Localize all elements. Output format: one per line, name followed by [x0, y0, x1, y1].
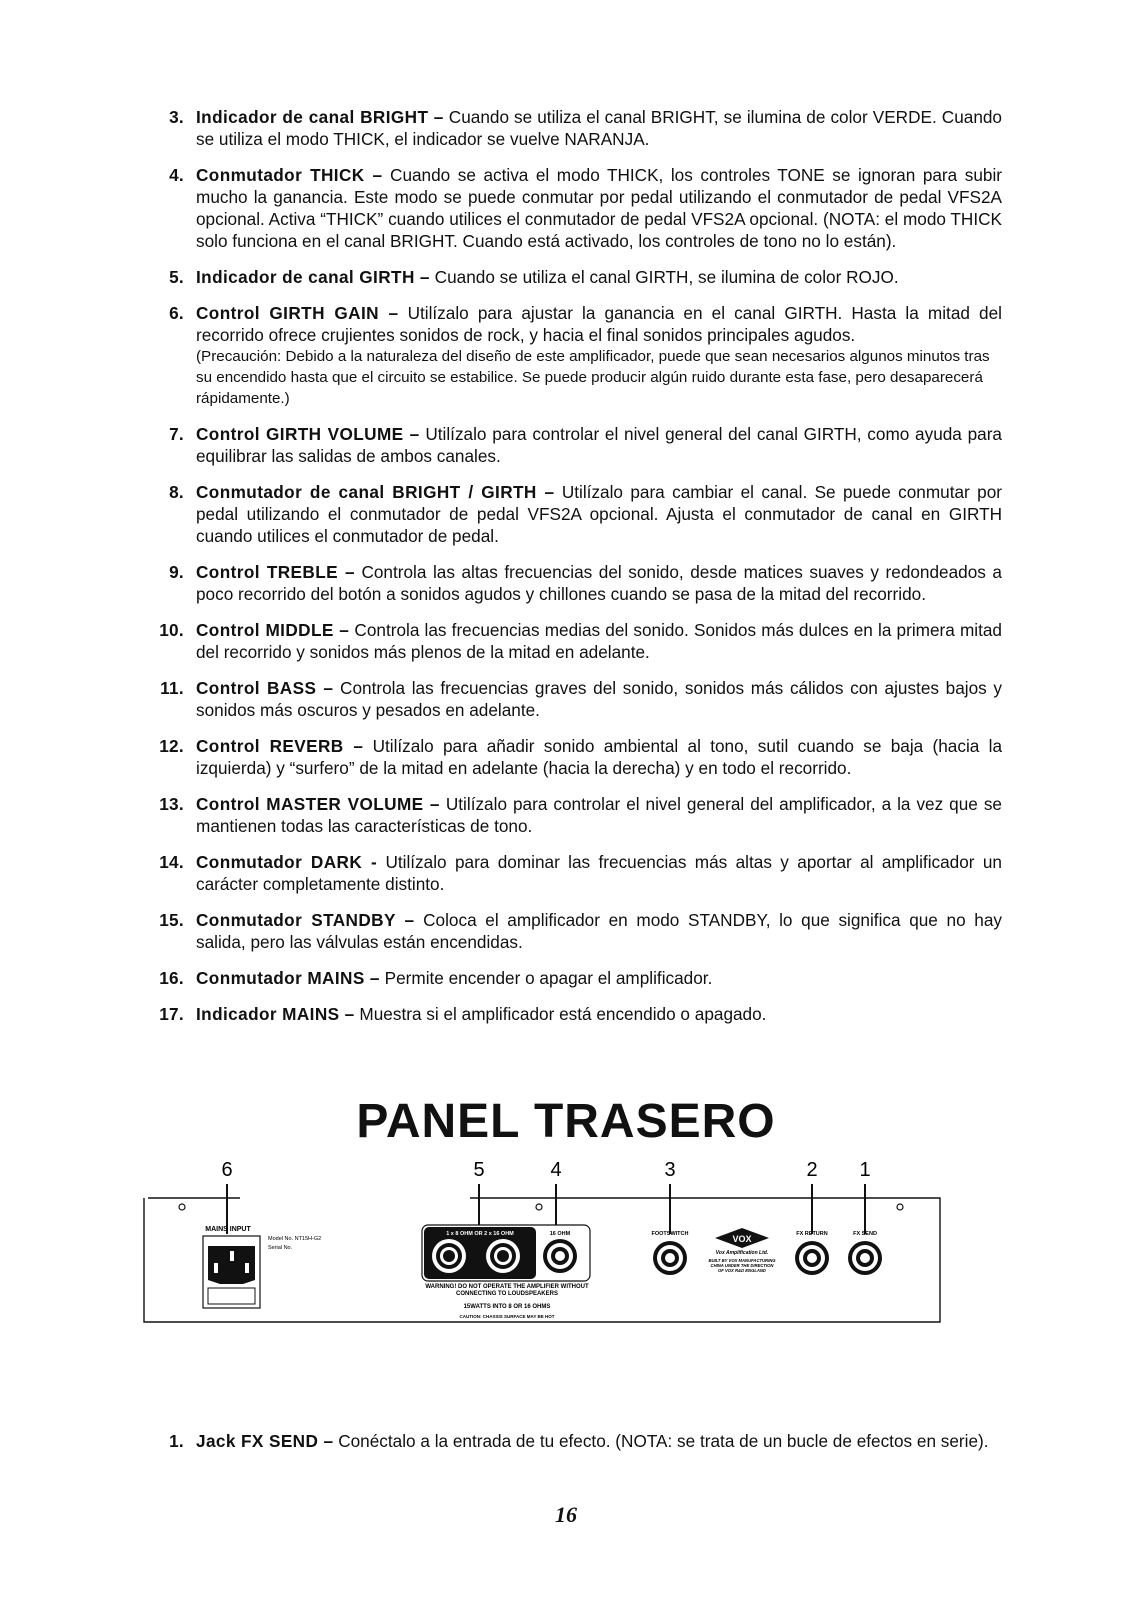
mains-input-label: MAINS INPUT: [205, 1226, 251, 1233]
callout-5: 5: [473, 1159, 485, 1181]
item-term: Indicador de canal BRIGHT –: [196, 107, 444, 127]
item-number: 1.: [169, 1431, 184, 1451]
warning-line-1: WARNING! DO NOT OPERATE THE AMPLIFIER WITHOUT: [425, 1284, 589, 1290]
callout-1: 1: [859, 1159, 871, 1181]
item-text: Controla las frecuencias medias del sonido. Sonidos más dulces en la primera mitad del recorrido y sonidos más plenos de la mitad en adelante.: [196, 620, 1002, 662]
speaker-jack-3[interactable]: [543, 1239, 577, 1273]
caution-note: (Precaución: Debido a la naturaleza del diseño de este amplificador, puede que sean necesarios algunos minutos tras su encendido hasta que el circuito se estabilice. Se puede producir algún ruido durante esta fase, pero desaparecerá rápidamente.): [196, 348, 990, 407]
list-item: [150, 735, 1002, 779]
screw-holes: [179, 1204, 903, 1210]
list-item: [150, 851, 1002, 895]
built-line-3: OF VOX R&D ENGLAND: [718, 1268, 766, 1273]
item-number: 7.: [169, 424, 184, 444]
item-term: Conmutador THICK –: [196, 165, 383, 185]
item-term: Conmutador STANDBY –: [196, 910, 415, 930]
item-number: 12.: [159, 736, 184, 756]
fx-return-label: FX RETURN: [796, 1231, 828, 1237]
fx-return-jack[interactable]: [795, 1241, 829, 1275]
speaker-label-2: 16 OHM: [549, 1231, 571, 1237]
item-number: 3.: [169, 107, 184, 127]
item-text: Utilízalo para añadir sonido ambiental al tono, sutil cuando se baja (hacia la izquierda) y “surfero” de la mitad en adelante (hacia la derecha) y en todo el recorrido.: [196, 736, 1003, 778]
list-item: [150, 1003, 1002, 1025]
list-item: [150, 106, 1002, 150]
vox-logo-text: VOX: [732, 1234, 752, 1244]
callout-4: 4: [550, 1159, 562, 1181]
page-number: 16: [555, 1502, 577, 1527]
item-text: Controla las altas frecuencias del sonido, desde matices suaves y redondeados a poco recorrido del botón a sonidos agudos y chillones cuando se pasa de la mitad del recorrido.: [196, 562, 1002, 604]
list-item: [150, 481, 1002, 547]
item-term: Control MIDDLE –: [196, 620, 350, 640]
item-text: Cuando se activa el modo THICK, los controles TONE se ignoran para subir mucho la ganancia. Este modo se puede conmutar por pedal utilizando el conmutador de pedal VFS2A opcional. Activa “THICK” cuando utilices el conmutador de pedal VFS2A opcional. (NOTA: el modo THICK solo funciona en el canal BRIGHT. Cuando está activado, los controles de tono no lo están).: [196, 165, 1003, 251]
item-text: Muestra si el amplificador está encendido o apagado.: [354, 1004, 767, 1024]
item-term: Control GIRTH VOLUME –: [196, 424, 420, 444]
watts-rating: 15WATTS INTO 8 OR 16 OHMS: [463, 1304, 551, 1310]
built-line-2: CHINA UNDER THE DIRECTION: [710, 1263, 774, 1268]
speaker-jack-1[interactable]: [432, 1239, 466, 1273]
list-item: [150, 561, 1002, 605]
item-text: Permite encender o apagar el amplificador.: [379, 968, 713, 988]
item-term: Jack FX SEND –: [196, 1431, 334, 1451]
item-term: Control GIRTH GAIN –: [196, 303, 399, 323]
item-term: Control BASS –: [196, 678, 334, 698]
item-number: 16.: [159, 968, 184, 988]
section-title: PANEL TRASERO: [356, 1095, 776, 1148]
built-line-1: BUILT BY VOX MANUFACTURING: [708, 1258, 776, 1263]
item-number: 5.: [169, 267, 184, 287]
item-term: Indicador de canal GIRTH –: [196, 267, 430, 287]
footswitch-label: FOOTSWITCH: [651, 1231, 689, 1237]
speaker-jack-2[interactable]: [486, 1239, 520, 1273]
item-number: 4.: [169, 165, 184, 185]
item-number: 10.: [159, 620, 184, 640]
item-term: Control REVERB –: [196, 736, 364, 756]
speaker-label-1: 1 x 8 OHM OR 2 x 16 OHM: [446, 1231, 514, 1237]
item-text: Coloca el amplificador en modo STANDBY, lo que significa que no hay salida, pero las válvulas están encendidas.: [196, 910, 1002, 952]
item-text: Utilízalo para controlar el nivel general del canal GIRTH, como ayuda para equilibrar las salidas de ambos canales.: [196, 424, 1002, 466]
item-term: Control TREBLE –: [196, 562, 355, 582]
list-item: [150, 164, 1002, 252]
callout-3: 3: [664, 1159, 676, 1181]
item-number: 15.: [159, 910, 184, 930]
item-text: Cuando se utiliza el canal GIRTH, se ilumina de color ROJO.: [429, 267, 899, 287]
item-term: Indicador MAINS –: [196, 1004, 355, 1024]
list-item: [150, 793, 1002, 837]
item-number: 17.: [159, 1004, 184, 1024]
item-number: 11.: [160, 678, 184, 698]
item-text: Controla las frecuencias graves del sonido, sonidos más cálidos con ajustes bajos y sonidos más oscuros y pesados en adelante.: [196, 678, 1003, 720]
item-number: 8.: [169, 482, 184, 502]
rear-panel-diagram: [140, 1158, 970, 1358]
footswitch-jack[interactable]: [653, 1241, 687, 1275]
warning-line-2: CONNECTING TO LOUDSPEAKERS: [456, 1291, 558, 1297]
list-item: [150, 967, 1002, 989]
item-number: 13.: [159, 794, 184, 814]
list-item: [150, 909, 1002, 953]
item-text: Cuando se utiliza el canal BRIGHT, se ilumina de color VERDE. Cuando se utiliza el modo THICK, el indicador se vuelve NARANJA.: [196, 107, 1002, 149]
caution-label: CAUTION: CHASSIS SURFACE MAY BE HOT: [459, 1314, 555, 1319]
fx-send-jack[interactable]: [848, 1241, 882, 1275]
list-item: [150, 302, 1002, 409]
item-text: Utilízalo para cambiar el canal. Se puede conmutar por pedal utilizando el conmutador de pedal VFS2A opcional. Ajusta el conmutador de canal en GIRTH cuando utilices el conmutador de pedal.: [196, 482, 1002, 546]
vox-logo: [715, 1228, 769, 1248]
item-text: Utilízalo para controlar el nivel general del amplificador, a la vez que se mantienen todas las características de tono.: [196, 794, 1002, 836]
item-term: Conmutador DARK -: [196, 852, 378, 872]
list-item: [150, 619, 1002, 663]
fx-send-label: FX SEND: [853, 1231, 877, 1237]
list-item: [150, 677, 1002, 721]
fuse-holder: [208, 1288, 255, 1304]
callout-6: 6: [221, 1159, 233, 1181]
item-text: Utilízalo para ajustar la ganancia en el canal GIRTH. Hasta la mitad del recorrido ofrece crujientes sonidos de rock, y hacia el final sonidos principales agudos.: [196, 303, 1002, 345]
item-term: Control MASTER VOLUME –: [196, 794, 440, 814]
item-term: Conmutador de canal BRIGHT / GIRTH –: [196, 482, 555, 502]
item-number: 6.: [169, 303, 184, 323]
list-item: [150, 266, 1002, 288]
vox-company: Vox Amplification Ltd.: [715, 1250, 769, 1256]
list-item: [150, 1430, 1002, 1452]
item-term: Conmutador MAINS –: [196, 968, 380, 988]
model-number: Model No. NT15H-G2: [268, 1236, 322, 1242]
serial-number: Serial No.: [268, 1245, 293, 1251]
item-text: Utilízalo para dominar las frecuencias más altas y aportar al amplificador un carácter completamente distinto.: [196, 852, 1002, 894]
item-text: Conéctalo a la entrada de tu efecto. (NOTA: se trata de un bucle de efectos en serie).: [333, 1431, 989, 1451]
callout-2: 2: [806, 1159, 818, 1181]
control-list: [150, 106, 1002, 1039]
list-item: [150, 423, 1002, 467]
item-number: 9.: [169, 562, 184, 582]
rear-panel-list: [150, 1430, 1002, 1452]
item-number: 14.: [159, 852, 184, 872]
